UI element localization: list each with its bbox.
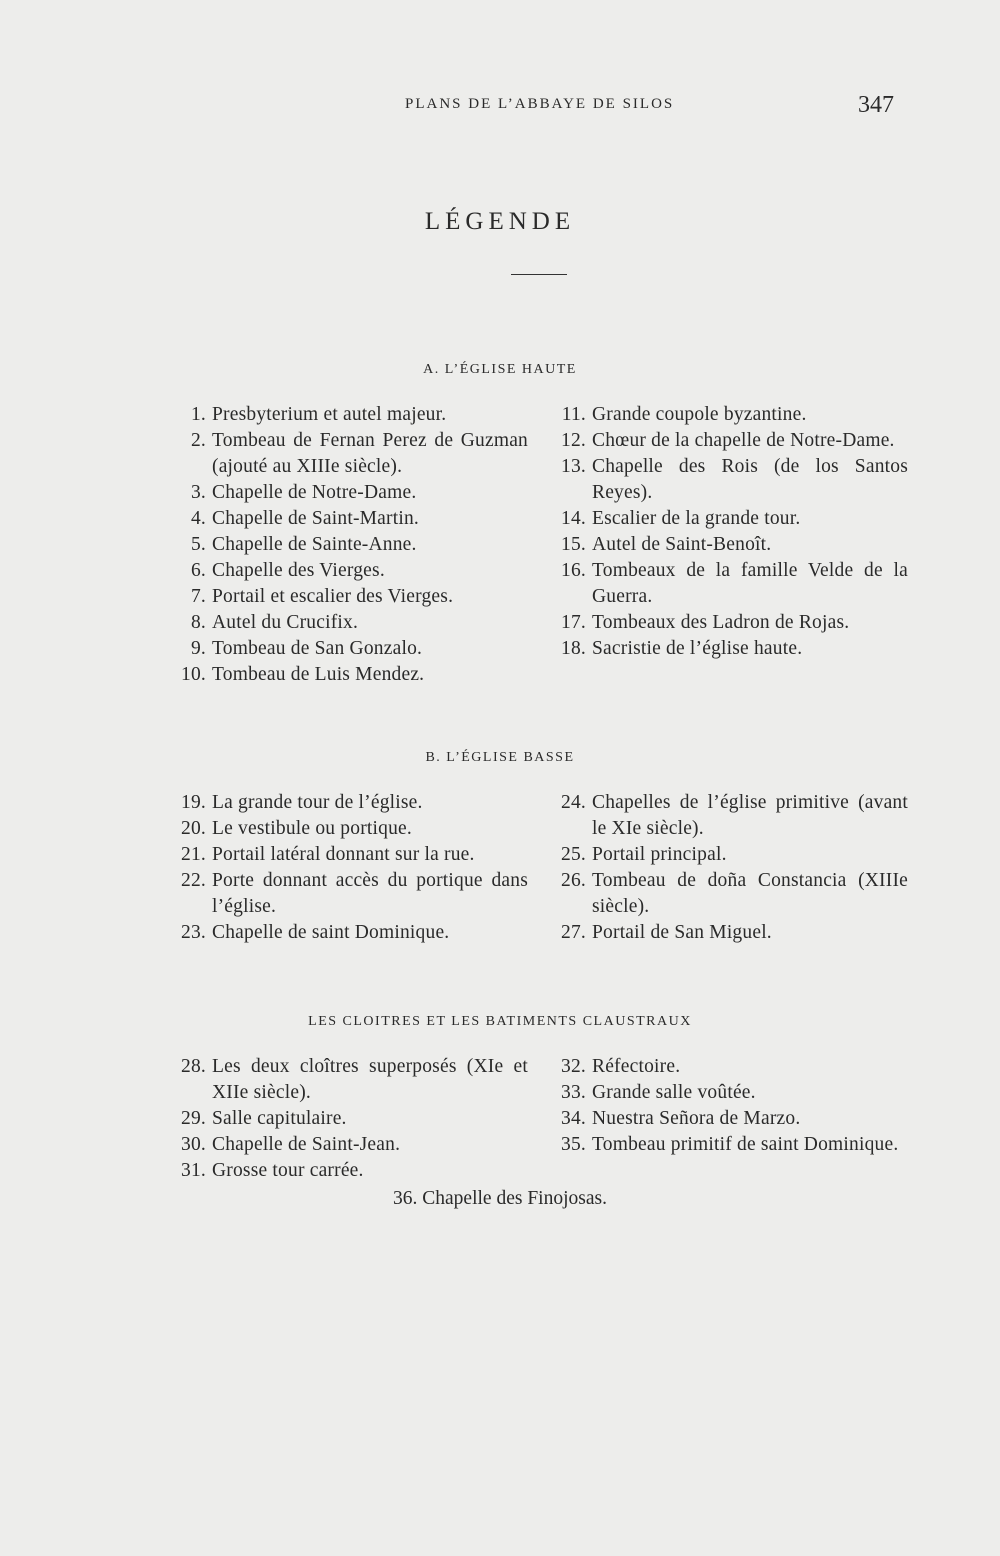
legend-entry [170,790,528,816]
legend-entry [550,402,908,428]
entry-number: 26 . [550,868,586,894]
legend-entry [550,506,908,532]
entry-number: 28 . [170,1054,206,1080]
entry-text: Chapelles de l’église primitive (avant le XIe siècle). [592,792,908,839]
entry-text: Grosse tour carrée. [212,1160,364,1181]
entry-number: 5 . [170,532,206,558]
legend-entry [550,842,908,868]
entry-number: 8 . [170,610,206,636]
legend-entry [550,610,908,636]
entry-text: Autel de Saint-Benoît. [592,534,772,555]
entry-text: La grande tour de l’église. [212,792,423,813]
entry-number: 23 . [170,920,206,946]
legend-entry [170,816,528,842]
entry-number: 22 . [170,868,206,894]
entry-number: 15 . [550,532,586,558]
entry-number: 33 . [550,1080,586,1106]
legend-entry [170,584,528,610]
section-b-right-column [550,790,908,946]
legend-entry [170,842,528,868]
legend-entry [550,868,908,920]
entry-text: Chapelle de saint Dominique. [212,922,450,943]
legend-entry [550,1080,908,1106]
entry-number: 2 . [170,428,206,454]
legend-entry [550,636,908,662]
entry-number: 12 . [550,428,586,454]
entry-text: Sacristie de l’église haute. [592,638,803,659]
entry-text: Chapelle de Sainte-Anne. [212,534,417,555]
entry-number: 14 . [550,506,586,532]
entry-number: 36 . [393,1188,422,1209]
entry-text: Presbyterium et autel majeur. [212,404,447,425]
legend-title: LÉGENDE [424,208,576,235]
entry-text: Tombeau de Fernan Perez de Guzman (ajouté au XIIIe siècle). [212,430,528,477]
legend-entry [550,1106,908,1132]
legend-entry [170,532,528,558]
entry-number: 34 . [550,1106,586,1132]
entry-text: Tombeaux des Ladron de Rojas. [592,612,850,633]
section-heading-cloisters: LES CLOITRES ET LES BATIMENTS CLAUSTRAUX [308,1014,692,1029]
legend-entry [170,506,528,532]
entry-text: Tombeau de San Gonzalo. [212,638,423,659]
page-number: 347 [858,92,894,118]
entry-text: Chapelle de Saint-Jean. [212,1134,401,1155]
entry-number: 27 . [550,920,586,946]
legend-entry [170,920,528,946]
entry-text: Tombeau de doña Constancia (XIIIe siècle). [592,870,908,917]
entry-number: 10 . [170,662,206,688]
legend-entry-centered [0,1188,1000,1210]
entry-number: 1 . [170,402,206,428]
legend-entry [170,402,528,428]
entry-number: 29 . [170,1106,206,1132]
entry-number: 4 . [170,506,206,532]
entry-text: Portail principal. [592,844,727,865]
legend-entry [170,868,528,920]
entry-number: 7 . [170,584,206,610]
entry-text: Les deux cloîtres superposés (XIe et XIIe siècle). [212,1056,528,1103]
entry-number: 25 . [550,842,586,868]
running-title: PLANS DE L’ABBAYE DE SILOS [405,96,675,112]
entry-number: 6 . [170,558,206,584]
entry-text: Tombeau primitif de saint Dominique. [592,1134,899,1155]
section-heading-b: B. L’ÉGLISE BASSE [425,750,575,765]
entry-number: 32 . [550,1054,586,1080]
entry-text: Grande coupole byzantine. [592,404,807,425]
section-b-left-column [170,790,528,946]
section-c-left-column [170,1054,528,1184]
entry-number: 35 . [550,1132,586,1158]
entry-text: Porte donnant accès du portique dans l’église. [212,870,528,917]
legend-entry [170,1132,528,1158]
entry-number: 9 . [170,636,206,662]
legend-entry [550,558,908,610]
entry-text: Chapelle de Saint-Martin. [212,508,419,529]
legend-entry [170,480,528,506]
entry-number: 18 . [550,636,586,662]
entry-text: Nuestra Señora de Marzo. [592,1108,801,1129]
entry-number: 17 . [550,610,586,636]
legend-entry [170,558,528,584]
section-c-right-column [550,1054,908,1158]
entry-number: 24 . [550,790,586,816]
section-a-right-column [550,402,908,662]
legend-entry [550,428,908,454]
legend-entry [170,1106,528,1132]
entry-text: Portail de San Miguel. [592,922,772,943]
entry-number: 11 . [550,402,586,428]
legend-entry [170,1054,528,1106]
entry-text: Salle capitulaire. [212,1108,347,1129]
entry-text: Escalier de la grande tour. [592,508,801,529]
entry-text: Tombeau de Luis Mendez. [212,664,425,685]
section-heading-a: A. L’ÉGLISE HAUTE [423,362,577,377]
legend-entry [550,1132,908,1158]
entry-text: Réfectoire. [592,1056,681,1077]
entry-text: Le vestibule ou portique. [212,818,412,839]
running-head [0,92,1000,122]
entry-number: 30 . [170,1132,206,1158]
entry-number: 20 . [170,816,206,842]
entry-text: Chapelle des Rois (de los Santos Reyes). [592,456,908,503]
entry-text: Portail latéral donnant sur la rue. [212,844,475,865]
entry-number: 31 . [170,1158,206,1184]
legend-entry [550,790,908,842]
entry-text: Chœur de la chapelle de Notre-Dame. [592,430,895,451]
title-rule [511,274,567,275]
entry-number: 19 . [170,790,206,816]
legend-entry [170,428,528,480]
legend-entry [550,920,908,946]
legend-entry [170,610,528,636]
entry-number: 16 . [550,558,586,584]
entry-number: 21 . [170,842,206,868]
entry-text: Chapelle des Finojosas. [422,1188,607,1209]
legend-entry [170,1158,528,1184]
legend-entry [170,636,528,662]
section-a-left-column [170,402,528,688]
entry-text: Chapelle de Notre-Dame. [212,482,417,503]
legend-entry [550,454,908,506]
legend-entry [550,532,908,558]
entry-text: Autel du Crucifix. [212,612,359,633]
entry-number: 13 . [550,454,586,480]
entry-text: Portail et escalier des Vierges. [212,586,454,607]
legend-entry [550,1054,908,1080]
entry-text: Grande salle voûtée. [592,1082,756,1103]
legend-entry [170,662,528,688]
entry-text: Tombeaux de la famille Velde de la Guerra. [592,560,908,607]
entry-text: Chapelle des Vierges. [212,560,385,581]
entry-number: 3 . [170,480,206,506]
